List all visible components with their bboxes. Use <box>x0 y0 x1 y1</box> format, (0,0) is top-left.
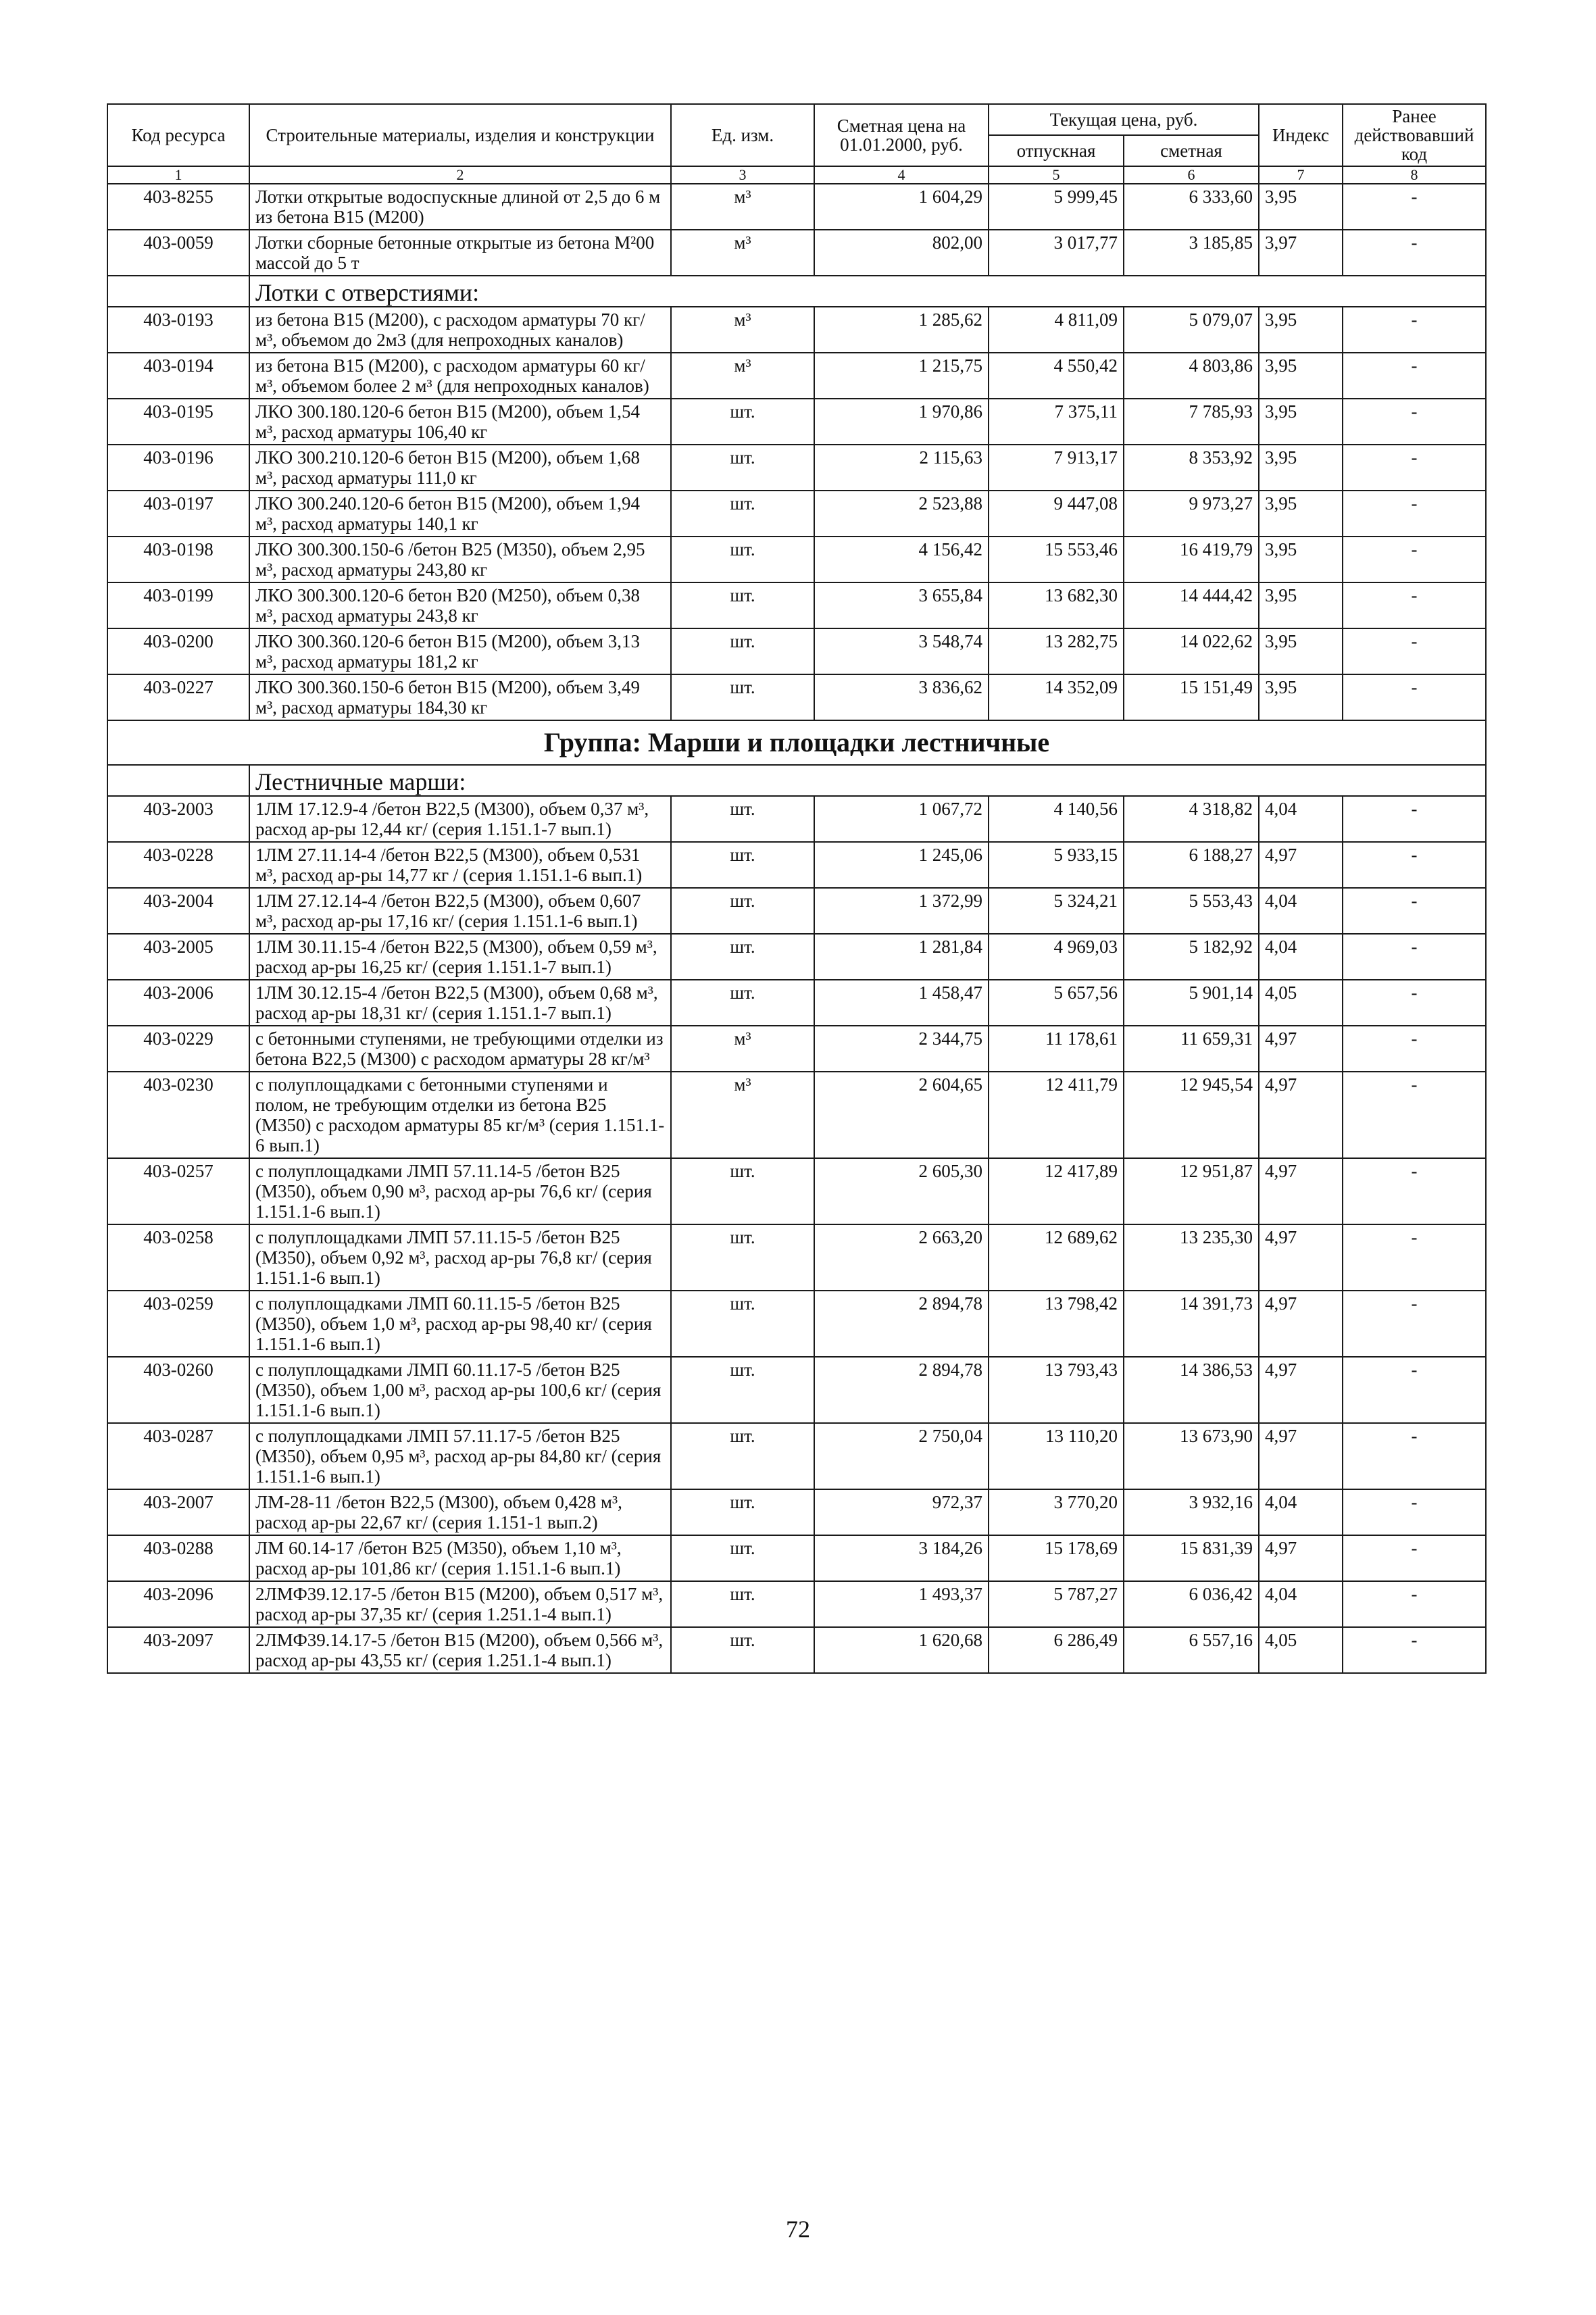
cell-unit: шт. <box>671 1535 814 1581</box>
table-row <box>107 537 1486 582</box>
cell-index: 4,04 <box>1259 1489 1343 1535</box>
table-row <box>107 888 1486 934</box>
cell-code: 403-0259 <box>107 1291 249 1357</box>
table-row <box>107 980 1486 1026</box>
cell-unit: шт. <box>671 1489 814 1535</box>
cell-base: 2 344,75 <box>814 1026 989 1072</box>
column-number: 5 <box>989 166 1124 184</box>
cell-wholesale: 4 811,09 <box>989 307 1124 353</box>
cell-estimate: 7 785,93 <box>1124 399 1259 445</box>
cell-base: 3 655,84 <box>814 582 989 628</box>
cell-name: с полуплощадками с бетонными ступенями и полом, не требующим отделки из бетона В25 (М350) с расходом арматуры 85 кг/м³ (серия 1.151.1-6 вып.1) <box>249 1072 671 1158</box>
cell-wholesale: 4 550,42 <box>989 353 1124 399</box>
cell-prev: - <box>1343 307 1486 353</box>
cell-base: 1 285,62 <box>814 307 989 353</box>
cell-base: 2 894,78 <box>814 1357 989 1423</box>
cell-wholesale: 7 375,11 <box>989 399 1124 445</box>
cell-index: 4,04 <box>1259 934 1343 980</box>
cell-prev: - <box>1343 445 1486 491</box>
cell-estimate: 11 659,31 <box>1124 1026 1259 1072</box>
cell-code: 403-0288 <box>107 1535 249 1581</box>
header-index: Индекс <box>1259 104 1343 166</box>
cell-wholesale: 5 657,56 <box>989 980 1124 1026</box>
cell-index: 4,05 <box>1259 980 1343 1026</box>
cell-estimate: 5 182,92 <box>1124 934 1259 980</box>
cell-code: 403-0257 <box>107 1158 249 1224</box>
cell-prev: - <box>1343 1072 1486 1158</box>
cell-index: 4,97 <box>1259 1535 1343 1581</box>
cell-estimate: 14 386,53 <box>1124 1357 1259 1423</box>
cell-prev: - <box>1343 1423 1486 1489</box>
table-row <box>107 399 1486 445</box>
cell-wholesale: 15 553,46 <box>989 537 1124 582</box>
cell-wholesale: 15 178,69 <box>989 1535 1124 1581</box>
cell-name: 2ЛМФ39.14.17-5 /бетон В15 (М200), объем 0,566 м³, расход ар-ры 43,55 кг/ (серия 1.251.1-4 вып.1) <box>249 1627 671 1673</box>
cell-unit: шт. <box>671 537 814 582</box>
table-row <box>107 1072 1486 1158</box>
cell-code: 403-0228 <box>107 842 249 888</box>
cell-estimate: 6 036,42 <box>1124 1581 1259 1627</box>
column-number-row <box>107 166 1486 184</box>
table-row <box>107 796 1486 842</box>
cell-index: 3,95 <box>1259 582 1343 628</box>
table-row <box>107 307 1486 353</box>
cell-index: 4,05 <box>1259 1627 1343 1673</box>
cell-code: 403-0193 <box>107 307 249 353</box>
header-base-price: Сметная цена на 01.01.2000, руб. <box>814 104 989 166</box>
cell-wholesale: 12 689,62 <box>989 1224 1124 1291</box>
cell-wholesale: 4 969,03 <box>989 934 1124 980</box>
cell-wholesale: 11 178,61 <box>989 1026 1124 1072</box>
cell-base: 3 184,26 <box>814 1535 989 1581</box>
cell-base: 1 245,06 <box>814 842 989 888</box>
table-row <box>107 1423 1486 1489</box>
cell-code: 403-0287 <box>107 1423 249 1489</box>
cell-name: ЛКО 300.210.120-6 бетон В15 (М200), объем 1,68 м³, расход арматуры 111,0 кг <box>249 445 671 491</box>
group-title: Группа: Марши и площадки лестничные <box>107 720 1486 765</box>
cell-name: ЛКО 300.360.150-6 бетон В15 (М200), объем 3,49 м³, расход арматуры 184,30 кг <box>249 674 671 720</box>
cell-estimate: 3 185,85 <box>1124 230 1259 276</box>
cell-code: 403-0059 <box>107 230 249 276</box>
cell-name: ЛМ-28-11 /бетон В22,5 (М300), объем 0,428 м³, расход ар-ры 22,67 кг/ (серия 1.151-1 вып.2) <box>249 1489 671 1535</box>
table-row <box>107 1224 1486 1291</box>
table-row <box>107 1158 1486 1224</box>
cell-wholesale: 7 913,17 <box>989 445 1124 491</box>
cell-prev: - <box>1343 491 1486 537</box>
header-prev-code: Ранее действовавший код <box>1343 104 1486 166</box>
subgroup-title: Лотки с отверстиями: <box>249 276 1486 307</box>
cell-estimate: 5 079,07 <box>1124 307 1259 353</box>
cell-unit: м³ <box>671 230 814 276</box>
cell-estimate: 6 333,60 <box>1124 184 1259 230</box>
cell-name: 1ЛМ 27.12.14-4 /бетон В22,5 (М300), объем 0,607 м³, расход ар-ры 17,16 кг/ (серия 1.151.1-6 вып.1) <box>249 888 671 934</box>
cell-index: 4,97 <box>1259 1291 1343 1357</box>
cell-code: 403-0227 <box>107 674 249 720</box>
table-row <box>107 1627 1486 1673</box>
cell-base: 3 548,74 <box>814 628 989 674</box>
cell-unit: м³ <box>671 184 814 230</box>
table-row <box>107 445 1486 491</box>
cell-wholesale: 5 933,15 <box>989 842 1124 888</box>
cell-wholesale: 9 447,08 <box>989 491 1124 537</box>
cell-name: с полуплощадками ЛМП 57.11.17-5 /бетон В25 (М350), объем 0,95 м³, расход ар-ры 84,80 кг/ (серия 1.151.1-6 вып.1) <box>249 1423 671 1489</box>
column-number: 2 <box>249 166 671 184</box>
cell-unit: шт. <box>671 1627 814 1673</box>
cell-code: 403-0229 <box>107 1026 249 1072</box>
cell-estimate: 14 391,73 <box>1124 1291 1259 1357</box>
cell-wholesale: 3 017,77 <box>989 230 1124 276</box>
cell-prev: - <box>1343 796 1486 842</box>
cell-estimate: 5 901,14 <box>1124 980 1259 1026</box>
subgroup-row <box>107 765 1486 796</box>
column-number: 7 <box>1259 166 1343 184</box>
cell-wholesale: 5 324,21 <box>989 888 1124 934</box>
cell-unit: м³ <box>671 307 814 353</box>
cell-base: 2 894,78 <box>814 1291 989 1357</box>
cell-estimate: 13 235,30 <box>1124 1224 1259 1291</box>
cell-prev: - <box>1343 1026 1486 1072</box>
cell-prev: - <box>1343 980 1486 1026</box>
cell-prev: - <box>1343 1627 1486 1673</box>
cell-index: 3,95 <box>1259 628 1343 674</box>
cell-estimate: 15 151,49 <box>1124 674 1259 720</box>
cell-index: 4,97 <box>1259 842 1343 888</box>
cell-base: 1 281,84 <box>814 934 989 980</box>
table-row <box>107 934 1486 980</box>
cell-code: 403-2006 <box>107 980 249 1026</box>
cell-prev: - <box>1343 1581 1486 1627</box>
cell-name: ЛКО 300.360.120-6 бетон В15 (М200), объем 3,13 м³, расход арматуры 181,2 кг <box>249 628 671 674</box>
cell-estimate: 12 945,54 <box>1124 1072 1259 1158</box>
column-number: 8 <box>1343 166 1486 184</box>
cell-index: 4,97 <box>1259 1224 1343 1291</box>
cell-code: 403-0197 <box>107 491 249 537</box>
cell-estimate: 6 188,27 <box>1124 842 1259 888</box>
table-row <box>107 353 1486 399</box>
group-row <box>107 720 1486 765</box>
subgroup-code-cell <box>107 765 249 796</box>
table-row <box>107 184 1486 230</box>
table-row <box>107 674 1486 720</box>
cell-name: ЛМ 60.14-17 /бетон В25 (М350), объем 1,10 м³, расход ар-ры 101,86 кг/ (серия 1.151.1-6 вып.1) <box>249 1535 671 1581</box>
cell-base: 1 067,72 <box>814 796 989 842</box>
cell-wholesale: 12 411,79 <box>989 1072 1124 1158</box>
cell-unit: шт. <box>671 445 814 491</box>
cell-prev: - <box>1343 1291 1486 1357</box>
cell-prev: - <box>1343 1489 1486 1535</box>
cell-base: 1 970,86 <box>814 399 989 445</box>
cell-unit: м³ <box>671 1026 814 1072</box>
cell-index: 3,97 <box>1259 230 1343 276</box>
cell-prev: - <box>1343 537 1486 582</box>
cell-prev: - <box>1343 888 1486 934</box>
cell-code: 403-0194 <box>107 353 249 399</box>
header-code: Код ресурса <box>107 104 249 166</box>
cell-estimate: 5 553,43 <box>1124 888 1259 934</box>
column-number: 3 <box>671 166 814 184</box>
cell-index: 4,97 <box>1259 1423 1343 1489</box>
cell-prev: - <box>1343 674 1486 720</box>
cell-name: 1ЛМ 30.11.15-4 /бетон В22,5 (М300), объем 0,59 м³, расход ар-ры 16,25 кг/ (серия 1.151.1-7 вып.1) <box>249 934 671 980</box>
cell-wholesale: 13 282,75 <box>989 628 1124 674</box>
cell-index: 4,04 <box>1259 1581 1343 1627</box>
cell-prev: - <box>1343 399 1486 445</box>
cell-unit: шт. <box>671 796 814 842</box>
cell-base: 1 604,29 <box>814 184 989 230</box>
cell-unit: шт. <box>671 888 814 934</box>
cell-base: 3 836,62 <box>814 674 989 720</box>
table-row <box>107 1291 1486 1357</box>
cell-code: 403-0195 <box>107 399 249 445</box>
cell-code: 403-2096 <box>107 1581 249 1627</box>
header-estimate: сметная <box>1124 135 1259 166</box>
cell-unit: шт. <box>671 1291 814 1357</box>
cell-estimate: 14 022,62 <box>1124 628 1259 674</box>
cell-wholesale: 3 770,20 <box>989 1489 1124 1535</box>
cell-estimate: 9 973,27 <box>1124 491 1259 537</box>
cell-unit: шт. <box>671 934 814 980</box>
cell-index: 3,95 <box>1259 537 1343 582</box>
table-row <box>107 1581 1486 1627</box>
cell-name: из бетона В15 (М200), с расходом арматуры 60 кг/м³, объемом более 2 м³ (для непроходных каналов) <box>249 353 671 399</box>
cell-estimate: 3 932,16 <box>1124 1489 1259 1535</box>
table-row <box>107 842 1486 888</box>
cell-wholesale: 14 352,09 <box>989 674 1124 720</box>
cell-name: Лотки открытые водоспускные длиной от 2,5 до 6 м из бетона В15 (М200) <box>249 184 671 230</box>
cell-index: 4,97 <box>1259 1357 1343 1423</box>
cell-name: ЛКО 300.180.120-6 бетон В15 (М200), объем 1,54 м³, расход арматуры 106,40 кг <box>249 399 671 445</box>
cell-unit: м³ <box>671 1072 814 1158</box>
cell-index: 3,95 <box>1259 491 1343 537</box>
cell-name: с полуплощадками ЛМП 57.11.15-5 /бетон В25 (М350), объем 0,92 м³, расход ар-ры 76,8 кг/ (серия 1.151.1-6 вып.1) <box>249 1224 671 1291</box>
price-table <box>107 103 1487 1674</box>
cell-name: ЛКО 300.300.120-6 бетон В20 (М250), объем 0,38 м³, расход арматуры 243,8 кг <box>249 582 671 628</box>
table-row <box>107 1489 1486 1535</box>
cell-unit: шт. <box>671 1357 814 1423</box>
cell-code: 403-2005 <box>107 934 249 980</box>
cell-estimate: 4 803,86 <box>1124 353 1259 399</box>
table-row <box>107 582 1486 628</box>
cell-index: 4,97 <box>1259 1072 1343 1158</box>
cell-base: 802,00 <box>814 230 989 276</box>
cell-estimate: 6 557,16 <box>1124 1627 1259 1673</box>
cell-index: 3,95 <box>1259 445 1343 491</box>
cell-unit: шт. <box>671 399 814 445</box>
cell-index: 3,95 <box>1259 184 1343 230</box>
cell-code: 403-2097 <box>107 1627 249 1673</box>
table-row <box>107 1357 1486 1423</box>
cell-name: 1ЛМ 27.11.14-4 /бетон В22,5 (М300), объем 0,531 м³, расход ар-ры 14,77 кг / (серия 1.151.1-6 вып.1) <box>249 842 671 888</box>
cell-code: 403-0198 <box>107 537 249 582</box>
subgroup-row <box>107 276 1486 307</box>
cell-unit: шт. <box>671 1423 814 1489</box>
cell-prev: - <box>1343 1357 1486 1423</box>
cell-index: 3,95 <box>1259 353 1343 399</box>
cell-unit: шт. <box>671 1224 814 1291</box>
table-row <box>107 230 1486 276</box>
subgroup-title: Лестничные марши: <box>249 765 1486 796</box>
cell-code: 403-0230 <box>107 1072 249 1158</box>
cell-base: 972,37 <box>814 1489 989 1535</box>
cell-unit: шт. <box>671 628 814 674</box>
cell-base: 1 493,37 <box>814 1581 989 1627</box>
table-row <box>107 1535 1486 1581</box>
subgroup-code-cell <box>107 276 249 307</box>
cell-prev: - <box>1343 1224 1486 1291</box>
page-number: 72 <box>786 2216 810 2243</box>
cell-prev: - <box>1343 184 1486 230</box>
header-name: Строительные материалы, изделия и конструкции <box>249 104 671 166</box>
cell-name: 1ЛМ 17.12.9-4 /бетон В22,5 (М300), объем 0,37 м³, расход ар-ры 12,44 кг/ (серия 1.151.1-7 вып.1) <box>249 796 671 842</box>
cell-name: Лотки сборные бетонные открытые из бетона М²00 массой до 5 т <box>249 230 671 276</box>
cell-code: 403-0199 <box>107 582 249 628</box>
cell-index: 3,95 <box>1259 399 1343 445</box>
cell-code: 403-0200 <box>107 628 249 674</box>
cell-prev: - <box>1343 230 1486 276</box>
cell-unit: шт. <box>671 1581 814 1627</box>
column-number: 1 <box>107 166 249 184</box>
cell-name: 2ЛМФ39.12.17-5 /бетон В15 (М200), объем 0,517 м³, расход ар-ры 37,35 кг/ (серия 1.251.1-4 вып.1) <box>249 1581 671 1627</box>
column-number: 6 <box>1124 166 1259 184</box>
header-current-price: Текущая цена, руб. <box>989 104 1259 135</box>
cell-wholesale: 5 787,27 <box>989 1581 1124 1627</box>
cell-unit: м³ <box>671 353 814 399</box>
cell-estimate: 14 444,42 <box>1124 582 1259 628</box>
cell-estimate: 15 831,39 <box>1124 1535 1259 1581</box>
cell-code: 403-2004 <box>107 888 249 934</box>
cell-code: 403-2003 <box>107 796 249 842</box>
cell-name: с бетонными ступенями, не требующими отделки из бетона В22,5 (М300) с расходом арматуры 28 кг/м³ <box>249 1026 671 1072</box>
cell-estimate: 8 353,92 <box>1124 445 1259 491</box>
table-row <box>107 628 1486 674</box>
cell-wholesale: 13 798,42 <box>989 1291 1124 1357</box>
cell-wholesale: 13 682,30 <box>989 582 1124 628</box>
cell-unit: шт. <box>671 1158 814 1224</box>
header-wholesale: отпускная <box>989 135 1124 166</box>
cell-base: 2 604,65 <box>814 1072 989 1158</box>
cell-prev: - <box>1343 842 1486 888</box>
cell-estimate: 4 318,82 <box>1124 796 1259 842</box>
cell-prev: - <box>1343 1158 1486 1224</box>
cell-prev: - <box>1343 1535 1486 1581</box>
cell-base: 4 156,42 <box>814 537 989 582</box>
cell-index: 4,04 <box>1259 796 1343 842</box>
cell-base: 2 750,04 <box>814 1423 989 1489</box>
header-unit: Ед. изм. <box>671 104 814 166</box>
cell-prev: - <box>1343 353 1486 399</box>
cell-code: 403-8255 <box>107 184 249 230</box>
cell-prev: - <box>1343 628 1486 674</box>
cell-wholesale: 13 793,43 <box>989 1357 1124 1423</box>
cell-name: с полуплощадками ЛМП 60.11.15-5 /бетон В25 (М350), объем 1,0 м³, расход ар-ры 98,40 кг/ (серия 1.151.1-6 вып.1) <box>249 1291 671 1357</box>
cell-code: 403-0260 <box>107 1357 249 1423</box>
cell-base: 1 620,68 <box>814 1627 989 1673</box>
cell-wholesale: 13 110,20 <box>989 1423 1124 1489</box>
cell-unit: шт. <box>671 842 814 888</box>
cell-wholesale: 6 286,49 <box>989 1627 1124 1673</box>
cell-index: 3,95 <box>1259 307 1343 353</box>
cell-base: 1 458,47 <box>814 980 989 1026</box>
cell-unit: шт. <box>671 582 814 628</box>
cell-estimate: 13 673,90 <box>1124 1423 1259 1489</box>
table-body <box>107 184 1486 1673</box>
cell-estimate: 12 951,87 <box>1124 1158 1259 1224</box>
cell-code: 403-2007 <box>107 1489 249 1535</box>
cell-unit: шт. <box>671 491 814 537</box>
cell-base: 2 663,20 <box>814 1224 989 1291</box>
cell-unit: шт. <box>671 674 814 720</box>
cell-wholesale: 4 140,56 <box>989 796 1124 842</box>
cell-unit: шт. <box>671 980 814 1026</box>
cell-name: с полуплощадками ЛМП 57.11.14-5 /бетон В25 (М350), объем 0,90 м³, расход ар-ры 76,6 кг/ (серия 1.151.1-6 вып.1) <box>249 1158 671 1224</box>
cell-base: 1 372,99 <box>814 888 989 934</box>
cell-name: 1ЛМ 30.12.15-4 /бетон В22,5 (М300), объем 0,68 м³, расход ар-ры 18,31 кг/ (серия 1.151.1-7 вып.1) <box>249 980 671 1026</box>
cell-index: 4,04 <box>1259 888 1343 934</box>
cell-name: ЛКО 300.300.150-6 /бетон В25 (М350), объем 2,95 м³, расход арматуры 243,80 кг <box>249 537 671 582</box>
cell-code: 403-0196 <box>107 445 249 491</box>
cell-estimate: 16 419,79 <box>1124 537 1259 582</box>
cell-base: 2 605,30 <box>814 1158 989 1224</box>
table-row <box>107 491 1486 537</box>
cell-prev: - <box>1343 582 1486 628</box>
cell-base: 1 215,75 <box>814 353 989 399</box>
cell-name: из бетона В15 (М200), с расходом арматуры 70 кг/м³, объемом до 2м3 (для непроходных каналов) <box>249 307 671 353</box>
table-row <box>107 1026 1486 1072</box>
cell-index: 3,95 <box>1259 674 1343 720</box>
cell-index: 4,97 <box>1259 1026 1343 1072</box>
cell-name: с полуплощадками ЛМП 60.11.17-5 /бетон В25 (М350), объем 1,00 м³, расход ар-ры 100,6 кг/ (серия 1.151.1-6 вып.1) <box>249 1357 671 1423</box>
column-number: 4 <box>814 166 989 184</box>
cell-name: ЛКО 300.240.120-6 бетон В15 (М200), объем 1,94 м³, расход арматуры 140,1 кг <box>249 491 671 537</box>
cell-prev: - <box>1343 934 1486 980</box>
cell-wholesale: 12 417,89 <box>989 1158 1124 1224</box>
cell-index: 4,97 <box>1259 1158 1343 1224</box>
cell-base: 2 115,63 <box>814 445 989 491</box>
cell-base: 2 523,88 <box>814 491 989 537</box>
cell-code: 403-0258 <box>107 1224 249 1291</box>
cell-wholesale: 5 999,45 <box>989 184 1124 230</box>
